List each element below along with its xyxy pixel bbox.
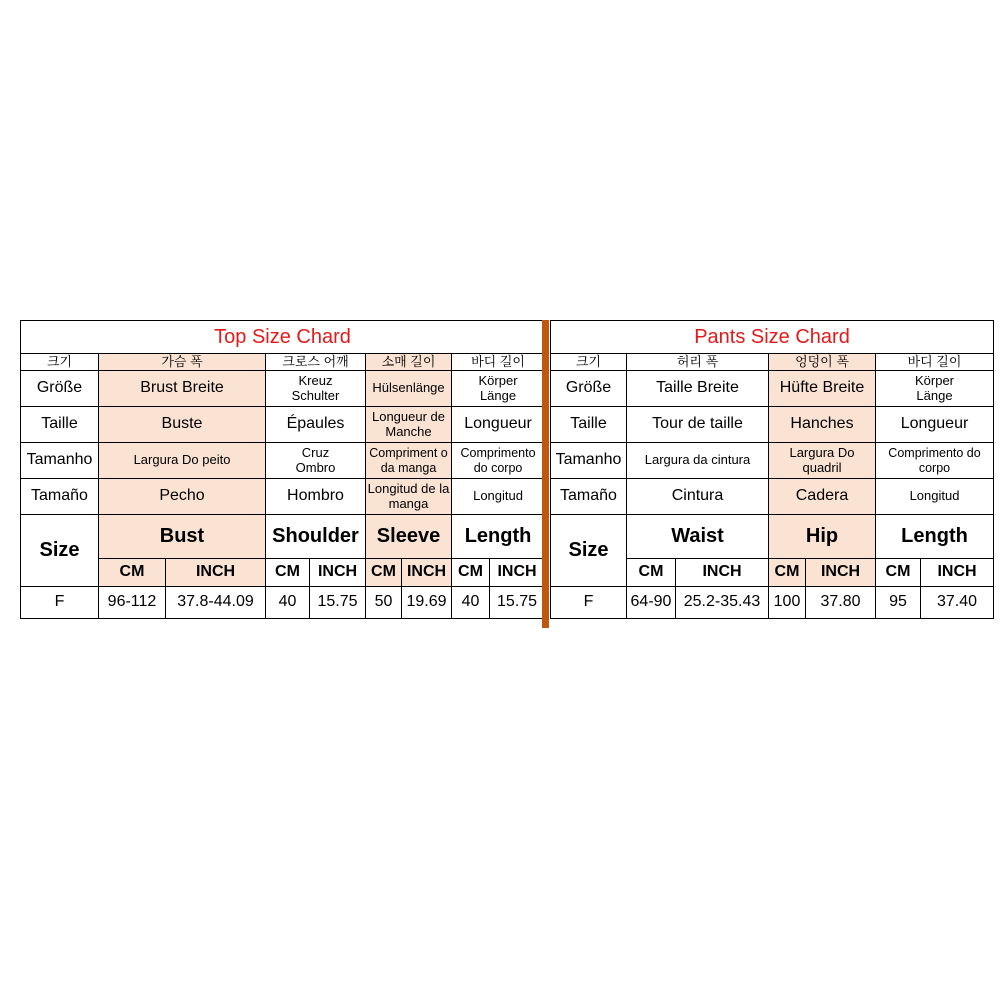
pants-portuguese-size: Tamanho (551, 443, 627, 479)
pants-french-waist: Tour de taille (627, 407, 769, 443)
top-length-header: Length (452, 515, 545, 559)
top-spanish-size: Tamaño (21, 479, 99, 515)
top-size-value: F (21, 587, 99, 619)
top-sleeve-inch-unit: INCH (402, 559, 452, 587)
pants-portuguese-length: Comprimento do corpo (876, 443, 994, 479)
pants-german-size: Größe (551, 371, 627, 407)
pants-waist-cm-unit: CM (627, 559, 676, 587)
top-shoulder-header: Shoulder (266, 515, 366, 559)
pants-spanish-length: Longitud (876, 479, 994, 515)
top-bust-inch-value: 37.8-44.09 (166, 587, 266, 619)
pants-waist-inch-value: 25.2-35.43 (676, 587, 769, 619)
top-length-inch-value: 15.75 (490, 587, 545, 619)
top-shoulder-inch-value: 15.75 (310, 587, 366, 619)
top-korean-size: 크기 (21, 354, 99, 371)
top-korean-sleeve: 소매 길이 (366, 354, 452, 371)
top-german-sleeve: Hülsenlänge (366, 371, 452, 407)
pants-waist-header: Waist (627, 515, 769, 559)
pants-length-cm-unit: CM (876, 559, 921, 587)
top-shoulder-cm-value: 40 (266, 587, 310, 619)
top-size-chart (20, 320, 544, 619)
top-sleeve-cm-unit: CM (366, 559, 402, 587)
top-french-sleeve: Longueur de Manche (366, 407, 452, 443)
top-bust-cm-value: 96-112 (99, 587, 166, 619)
top-korean-shoulder: 크로스 어깨 (266, 354, 366, 371)
pants-korean-length: 바디 길이 (876, 354, 994, 371)
top-bust-header: Bust (99, 515, 266, 559)
pants-german-waist: Taille Breite (627, 371, 769, 407)
pants-length-header: Length (876, 515, 994, 559)
top-sleeve-cm-value: 50 (366, 587, 402, 619)
top-german-bust: Brust Breite (99, 371, 266, 407)
top-sleeve-header: Sleeve (366, 515, 452, 559)
pants-hip-cm-value: 100 (769, 587, 806, 619)
pants-spanish-waist: Cintura (627, 479, 769, 515)
pants-size-header: Size (551, 515, 627, 587)
top-length-cm-unit: CM (452, 559, 490, 587)
pants-hip-inch-value: 37.80 (806, 587, 876, 619)
pants-german-length: Körper Länge (876, 371, 994, 407)
top-length-cm-value: 40 (452, 587, 490, 619)
pants-length-inch-unit: INCH (921, 559, 994, 587)
top-portuguese-bust: Largura Do peito (99, 443, 266, 479)
pants-size-chart (550, 320, 993, 619)
top-sleeve-inch-value: 19.69 (402, 587, 452, 619)
pants-korean-hip: 엉덩이 폭 (769, 354, 876, 371)
pants-waist-cm-value: 64-90 (627, 587, 676, 619)
pants-waist-inch-unit: INCH (676, 559, 769, 587)
pants-portuguese-waist: Largura da cintura (627, 443, 769, 479)
pants-spanish-hip: Cadera (769, 479, 876, 515)
top-shoulder-cm-unit: CM (266, 559, 310, 587)
top-spanish-shoulder: Hombro (266, 479, 366, 515)
top-portuguese-sleeve: Compriment o da manga (366, 443, 452, 479)
top-french-bust: Buste (99, 407, 266, 443)
pants-portuguese-hip: Largura Do quadril (769, 443, 876, 479)
top-portuguese-size: Tamanho (21, 443, 99, 479)
top-french-size: Taille (21, 407, 99, 443)
top-spanish-sleeve: Longitud de la manga (366, 479, 452, 515)
top-portuguese-length: Comprimento do corpo (452, 443, 545, 479)
top-french-shoulder: Épaules (266, 407, 366, 443)
top-spanish-bust: Pecho (99, 479, 266, 515)
top-size-header: Size (21, 515, 99, 587)
table-row (21, 587, 545, 619)
top-bust-cm-unit: CM (99, 559, 166, 587)
top-french-length: Longueur (452, 407, 545, 443)
top-korean-length: 바디 길이 (452, 354, 545, 371)
top-size-table (20, 320, 545, 619)
pants-hip-cm-unit: CM (769, 559, 806, 587)
pants-chart-title: Pants Size Chard (551, 321, 994, 354)
pants-spanish-size: Tamaño (551, 479, 627, 515)
pants-length-inch-value: 37.40 (921, 587, 994, 619)
top-shoulder-inch-unit: INCH (310, 559, 366, 587)
pants-french-length: Longueur (876, 407, 994, 443)
pants-french-size: Taille (551, 407, 627, 443)
pants-hip-inch-unit: INCH (806, 559, 876, 587)
top-chart-title: Top Size Chard (21, 321, 545, 354)
top-length-inch-unit: INCH (490, 559, 545, 587)
pants-size-table (550, 320, 994, 619)
top-korean-bust: 가슴 폭 (99, 354, 266, 371)
pants-size-value: F (551, 587, 627, 619)
top-portuguese-shoulder: Cruz Ombro (266, 443, 366, 479)
pants-hip-header: Hip (769, 515, 876, 559)
pants-length-cm-value: 95 (876, 587, 921, 619)
top-german-length: Körper Länge (452, 371, 545, 407)
top-spanish-length: Longitud (452, 479, 545, 515)
pants-korean-size: 크기 (551, 354, 627, 371)
top-bust-inch-unit: INCH (166, 559, 266, 587)
pants-korean-waist: 허리 폭 (627, 354, 769, 371)
top-german-shoulder: Kreuz Schulter (266, 371, 366, 407)
top-german-size: Größe (21, 371, 99, 407)
chart-divider (542, 320, 549, 628)
table-row (551, 587, 994, 619)
pants-french-hip: Hanches (769, 407, 876, 443)
pants-german-hip: Hüfte Breite (769, 371, 876, 407)
